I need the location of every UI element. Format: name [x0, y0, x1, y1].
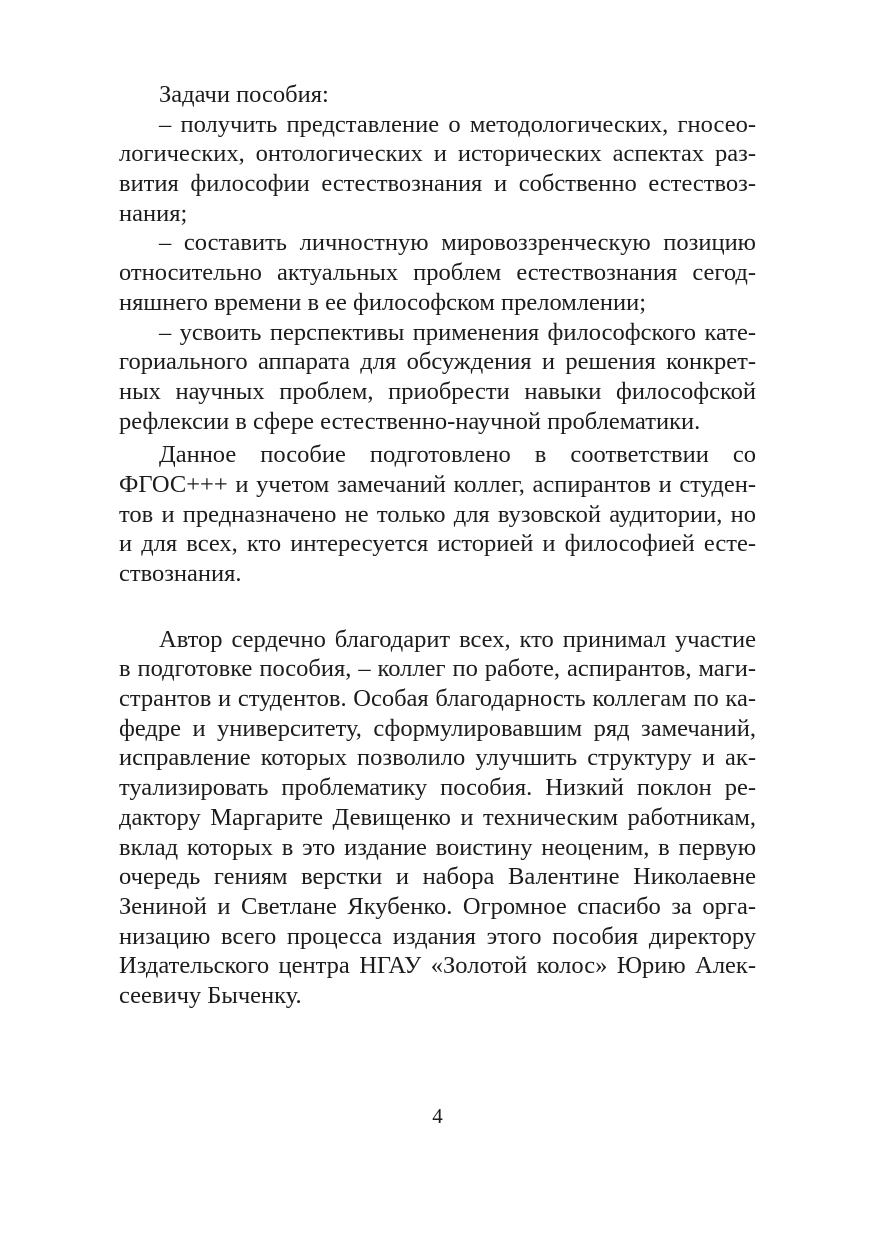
- text-line: очередь гениям верстки и набора Валентине Николаевне: [119, 863, 756, 891]
- text-line: ФГОС+++ и учетом замечаний коллег, аспирантов и студен-: [119, 470, 756, 498]
- text-line: логических, онтологических и исторических аспектах раз-: [119, 140, 756, 168]
- text-line: Зениной и Светлане Якубенко. Огромное спасибо за орга-: [119, 892, 756, 920]
- text-line: Задачи пособия:: [159, 81, 329, 108]
- text-line: ствознания.: [119, 560, 242, 587]
- text-line: – составить личностную мировоззренческую позицию: [159, 229, 756, 257]
- text-line: ных научных проблем, приобрести навыки философской: [119, 377, 756, 405]
- text-line: дактору Маргарите Девищенко и техническим работникам,: [119, 803, 756, 831]
- tasks-heading: [119, 80, 756, 110]
- task-item-2: [119, 228, 756, 317]
- task-item-3: [119, 318, 756, 437]
- text-line: низацию всего процесса издания этого пособия директору: [119, 922, 756, 950]
- text-line: странтов и студентов. Особая благодарность коллегам по ка-: [119, 685, 756, 713]
- text-line: федре и университету, сформулировавшим ряд замечаний,: [119, 714, 756, 742]
- page-body: [119, 80, 756, 1011]
- text-line: и для всех, кто интересуется историей и философией есте-: [119, 530, 756, 558]
- paragraph-gap: [119, 589, 756, 625]
- text-line: няшнего времени в ее философском преломлении;: [119, 288, 647, 316]
- text-line: Автор сердечно благодарит всех, кто принимал участие: [159, 625, 756, 653]
- text-line: вития философии естествознания и собственно естествоз-: [119, 170, 756, 198]
- text-line: Издательского центра НГАУ «Золотой колос» Юрию Алек-: [119, 952, 756, 980]
- text-line: сеевичу Быченку.: [119, 981, 302, 1009]
- acknowledgements-paragraph: [119, 625, 756, 1011]
- text-line: относительно актуальных проблем естествознания сегод-: [119, 259, 756, 287]
- text-line: вклад которых в это издание воистину неоценим, в первую: [119, 833, 756, 861]
- page-number: 4: [432, 1104, 443, 1128]
- text-line: в подготовке пособия, – коллег по работе, аспирантов, маги-: [119, 655, 756, 683]
- text-line: гориального аппарата для обсуждения и решения конкрет-: [119, 348, 756, 376]
- standard-note-paragraph: [119, 440, 756, 588]
- text-line: Данное пособие подготовлено в соответствии со: [159, 441, 756, 469]
- text-line: – усвоить перспективы применения философского кате-: [159, 318, 756, 346]
- task-item-1: [119, 110, 756, 229]
- text-line: рефлексии в сфере естественно-научной проблематики.: [119, 407, 701, 435]
- text-line: – получить представление о методологических, гносео-: [159, 110, 756, 138]
- text-line: нания;: [119, 199, 188, 227]
- text-line: исправление которых позволило улучшить структуру и ак-: [119, 744, 756, 772]
- text-line: туализировать проблематику пособия. Низкий поклон ре-: [119, 774, 756, 802]
- text-line: тов и предназначено не только для вузовской аудитории, но: [119, 500, 756, 528]
